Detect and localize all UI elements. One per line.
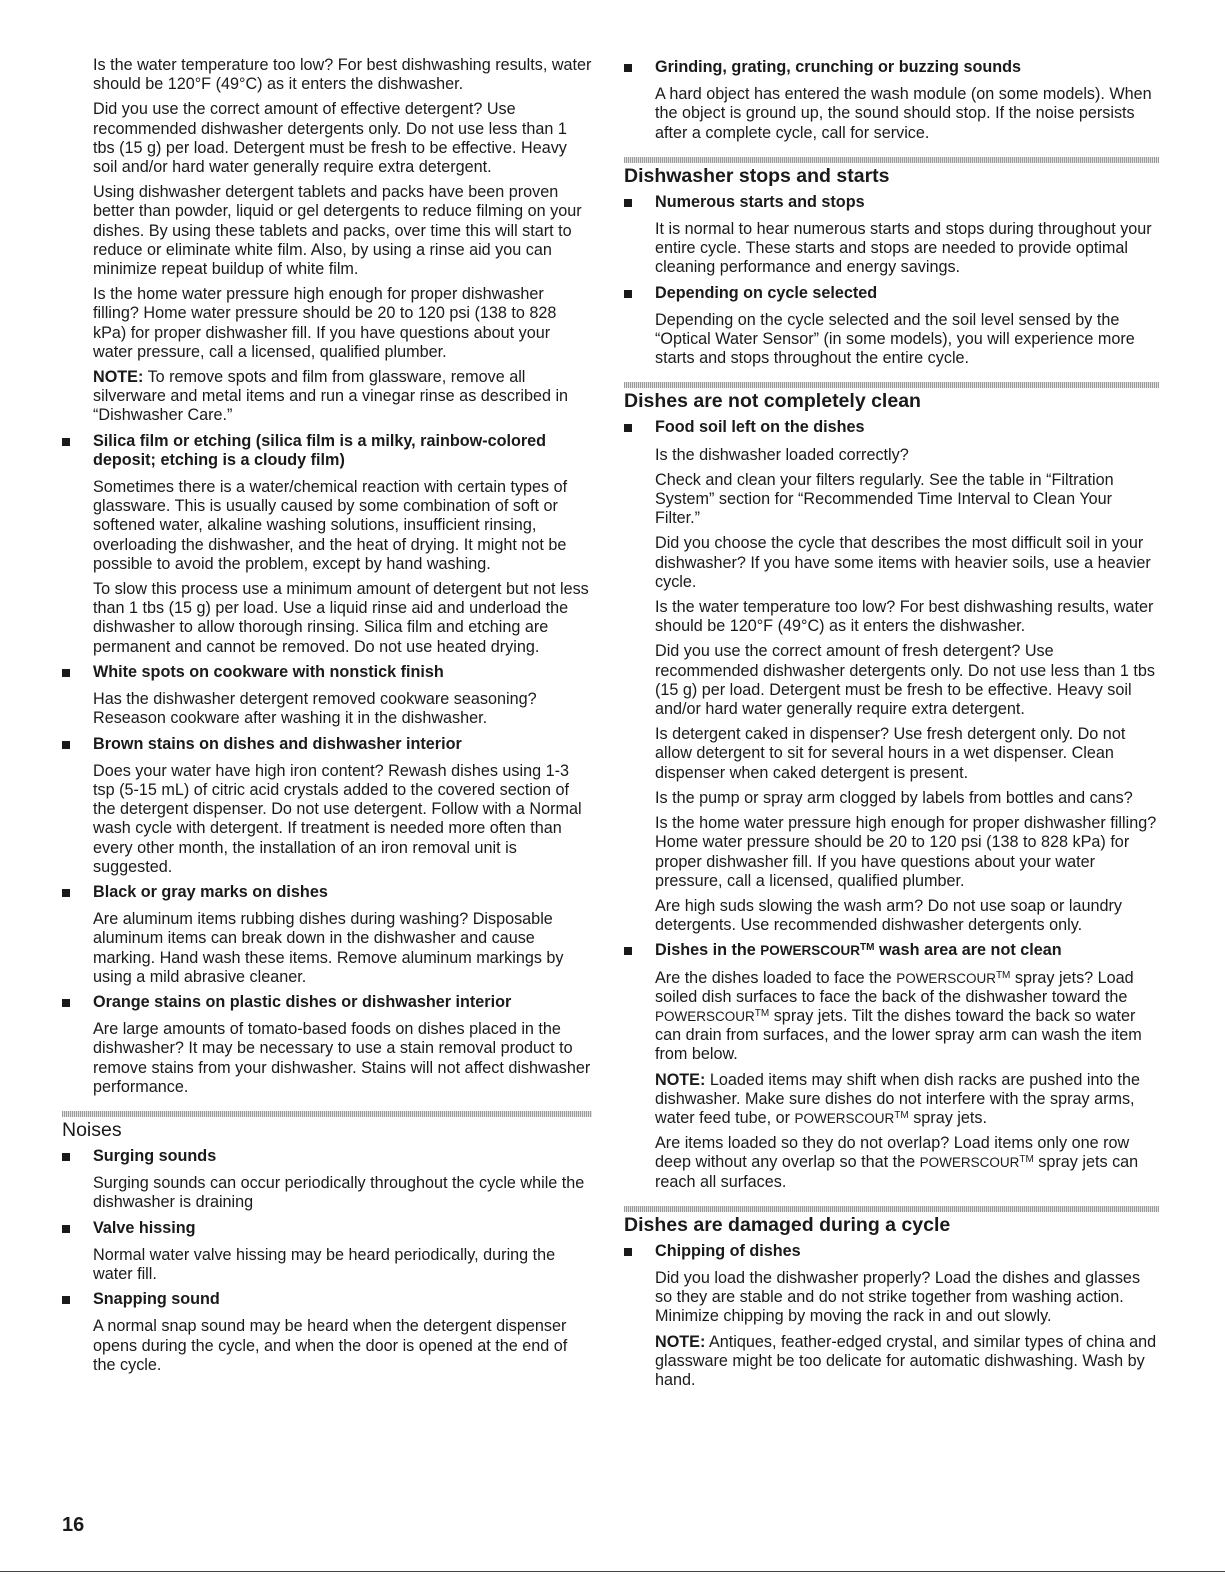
trademark-mark: TM — [754, 1007, 770, 1019]
paragraph: A hard object has entered the wash module (on some models). When the object is ground up, the sound should stop. If the noise persists after a complete cycle, call for service. — [655, 85, 1152, 142]
section-stops-starts — [624, 157, 1159, 187]
paragraph: Is the pump or spray arm clogged by labels from bottles and cans? — [655, 788, 1133, 807]
bullet-heading-text: Snapping sound — [93, 1290, 220, 1309]
bullet-square-icon — [624, 199, 632, 207]
text-part: spray jets. — [908, 1108, 987, 1127]
paragraph: Surging sounds can occur periodically throughout the cycle while the dishwasher is draining — [93, 1174, 585, 1212]
trademark-mark: TM — [894, 1109, 909, 1121]
paragraph: Check and clean your filters regularly. See the table in “Filtration System” section for “Recommended Time Interval to Clean Your Filter.” — [655, 470, 1114, 528]
text-part: Are items loaded so they do not overlap? Load items only one row deep without any overlap so that the — [655, 1134, 1130, 1172]
bullet-heading-text: Black or gray marks on dishes — [93, 882, 328, 901]
brand-name: POWERSCOUR — [919, 1155, 1020, 1171]
trademark-mark: TM — [1019, 1154, 1034, 1166]
note-paragraph — [655, 1071, 1159, 1129]
paragraph: Depending on the cycle selected and the soil level sensed by the “Optical Water Sensor” (in some models), you will experience more starts and stops throughout the entire cycle. — [655, 310, 1135, 368]
paragraph: It is normal to hear numerous starts and stops during throughout your entire cycle. These starts and stops are needed to provide optimal cleaning performance and energy savings. — [655, 220, 1152, 277]
bullet-square-icon — [62, 1296, 70, 1304]
text-part: Are the dishes loaded to face the — [655, 968, 897, 987]
bullet-heading — [655, 284, 1159, 303]
paragraph: Is the dishwasher loaded correctly? — [655, 445, 909, 464]
bullet-heading-text: Surging sounds — [93, 1146, 217, 1165]
paragraph: Are aluminum items rubbing dishes during washing? Disposable aluminum items can break down in the dishwasher and cause marking. Hand wash these items. Remove aluminum markings by using a mild abrasive cleaner. — [93, 910, 564, 986]
bullet-heading — [655, 941, 1159, 960]
bullet-heading-text: Chipping of dishes — [655, 1241, 801, 1260]
bullet-heading-text: Numerous starts and stops — [655, 192, 865, 211]
paragraph: Has the dishwasher detergent removed cookware seasoning? Reseason cookware after washing it in the dishwasher. — [93, 690, 537, 728]
bullet-heading-text — [655, 941, 1062, 959]
note-paragraph — [93, 368, 592, 426]
note-text: Antiques, feather-edged crystal, and similar types of china and glassware might be too delicate for automatic dishwashing. Wash by hand. — [655, 1332, 1157, 1389]
paragraph — [655, 1134, 1159, 1192]
bullet-square-icon — [62, 999, 70, 1007]
section-divider — [624, 1206, 1159, 1212]
paragraph: A normal snap sound may be heard when the detergent dispenser opens during the cycle, and when the door is opened at the end of the cycle. — [93, 1317, 568, 1374]
bullet-square-icon — [62, 741, 70, 749]
text-part: spray jets can reach all surfaces. — [655, 1153, 1139, 1191]
bottom-divider — [0, 1571, 1225, 1572]
section-divider — [62, 1111, 592, 1117]
section-title: Dishes are not completely clean — [624, 390, 921, 413]
section-divider — [624, 382, 1159, 388]
bullet-heading — [93, 1290, 592, 1309]
bullet-square-icon — [62, 889, 70, 897]
paragraph: Did you choose the cycle that describes the most difficult soil in your dishwasher? If you have some items with heavier soils, use a heavier cycle. — [655, 534, 1151, 591]
text-part: spray jets? Load soiled dish surfaces to face the back of the dishwasher toward the — [655, 968, 1134, 1006]
section-title: Dishes are damaged during a cycle — [624, 1213, 951, 1236]
paragraph: Is the home water pressure high enough for proper dishwasher filling? Home water pressure should be 20 to 120 psi (138 to 828 kPa) for proper dishwasher fill. If you have questions about your water pressure, call a licensed, qualified plumber. — [93, 285, 557, 361]
paragraph: Are large amounts of tomato-based foods on dishes placed in the dishwasher? It may be necessary to use a stain removal product to remove stains from your dishwasher. Stains will not affect dishwasher performance. — [93, 1020, 591, 1096]
trademark-mark: TM — [860, 942, 875, 954]
bullet-heading — [655, 1242, 1159, 1261]
note-label: NOTE: — [655, 1070, 706, 1089]
heading-part: Dishes in the — [655, 941, 761, 960]
bullet-square-icon — [624, 1248, 632, 1256]
trademark-mark: TM — [995, 969, 1011, 981]
text-part: spray jets. Tilt the dishes toward the back so water can drain from surfaces, and the lower spray arm can wash the item from below. — [655, 1006, 1142, 1064]
brand-name: POWERSCOUR — [794, 1110, 895, 1126]
page-number: 16 — [62, 1514, 85, 1536]
section-title: Dishwasher stops and starts — [624, 164, 890, 187]
bullet-square-icon — [624, 290, 632, 298]
paragraph: Using dishwasher detergent tablets and packs have been proven better than powder, liquid or gel detergents to reduce filming on your dishes. By using these tablets and packs, over time this will start to reduce or eliminate white film. Also, by using a rinse aid you can minimize repeat buildup of white film. — [93, 183, 582, 279]
bullet-heading-text: White spots on cookware with nonstick finish — [93, 662, 444, 681]
bullet-heading — [655, 193, 1159, 212]
bullet-square-icon — [62, 1153, 70, 1161]
bullet-heading — [93, 1147, 592, 1166]
paragraph: Is the water temperature too low? For best dishwashing results, water should be 120°F (49°C) as it enters the dishwasher. — [655, 598, 1154, 636]
bullet-heading — [93, 735, 592, 754]
bullet-heading — [93, 993, 592, 1012]
brand-name: POWERSCOUR — [896, 970, 996, 986]
bullet-heading — [93, 1219, 592, 1238]
paragraph: Is the home water pressure high enough for proper dishwasher filling? Home water pressure should be 20 to 120 psi (138 to 828 kPa) for proper dishwasher fill. If you have questions about your water pressure, call a licensed, qualified plumber. — [655, 814, 1157, 890]
paragraph: Did you load the dishwasher properly? Load the dishes and glasses so they are stable and do not strike together from washing action. Minimize chipping by moving the rack in and out slowly. — [655, 1268, 1141, 1326]
paragraph: Does your water have high iron content? Rewash dishes using 1-3 tsp (5-15 mL) of citric acid crystals added to the covered section of the detergent dispenser. Do not use detergent. Follow with a Normal wash cycle with detergent. If treatment is needed more often than every other month, the installation of an iron removal unit is suggested. — [93, 761, 582, 876]
bullet-heading-text: Valve hissing — [93, 1218, 196, 1237]
paragraph: Did you use the correct amount of fresh detergent? Use recommended dishwasher detergents only. Do not use less than 1 tbs (15 g) per load. Detergent must be fresh to be effective. Heavy soil and/or hard water generally require extra detergent. — [655, 642, 1155, 719]
paragraph — [655, 969, 1159, 1065]
bullet-heading-text: Depending on cycle selected — [655, 283, 878, 302]
bullet-heading — [655, 58, 1159, 77]
note-label: NOTE: — [655, 1332, 706, 1351]
text-part: Loaded items may shift when dish racks are pushed into the dishwasher. Make sure dishes do not interfere with the spray arms, water feed tube, or — [655, 1070, 1140, 1127]
brand-name: POWERSCOUR — [655, 1008, 755, 1024]
section-damaged — [624, 1206, 1159, 1236]
bullet-heading — [655, 418, 1159, 437]
bullet-square-icon — [62, 1225, 70, 1233]
paragraph: Sometimes there is a water/chemical reaction with certain types of glassware. This is usually caused by some combination of soft or softened water, alkaline washing solutions, insufficient rinsing, overloading the dishwasher, and the heat of drying. It might not be possible to avoid the problem, except by hand washing. — [93, 478, 568, 573]
paragraph: Is the water temperature too low? For best dishwashing results, water should be 120°F (49°C) as it enters the dishwasher. — [93, 56, 592, 94]
note-paragraph — [655, 1333, 1159, 1391]
right-column — [624, 56, 1159, 1396]
bullet-heading — [93, 883, 592, 902]
bullet-square-icon — [624, 947, 632, 955]
note-text: To remove spots and film from glassware, remove all silverware and metal items and run a vinegar rinse as described in “Dishwasher Care.” — [93, 368, 569, 425]
section-divider — [624, 157, 1159, 163]
bullet-square-icon — [62, 669, 70, 677]
bullet-square-icon — [624, 64, 632, 72]
paragraph: Did you use the correct amount of effective detergent? Use recommended dishwasher detergents only. Do not use less than 1 tbs (15 g) per load. Detergent must be fresh to be effective. Heavy soil and/or hard water generally require extra detergent. — [93, 100, 567, 177]
brand-name: POWERSCOUR — [760, 943, 861, 959]
bullet-square-icon — [62, 438, 70, 446]
bullet-heading-text: Orange stains on plastic dishes or dishwasher interior — [93, 992, 512, 1011]
bullet-heading-text: Silica film or etching (silica film is a milky, rainbow-colored deposit; etching is a cloudy film) — [93, 431, 547, 469]
note-label: NOTE: — [93, 368, 144, 387]
bullet-square-icon — [624, 424, 632, 432]
paragraph: Normal water valve hissing may be heard periodically, during the water fill. — [93, 1245, 556, 1283]
bullet-heading-text: Grinding, grating, crunching or buzzing sounds — [655, 58, 1021, 76]
section-not-clean — [624, 382, 1159, 412]
bullet-heading-text: Brown stains on dishes and dishwasher interior — [93, 734, 462, 753]
heading-part: wash area are not clean — [874, 941, 1062, 960]
left-column — [62, 56, 592, 1381]
bullet-heading — [93, 663, 592, 682]
bullet-heading-text: Food soil left on the dishes — [655, 418, 865, 437]
section-title: Noises — [62, 1118, 122, 1141]
section-noises — [62, 1111, 592, 1141]
paragraph: Is detergent caked in dispenser? Use fresh detergent only. Do not allow detergent to sit for several hours in a wet dispenser. Clean dispenser when caked detergent is present. — [655, 725, 1126, 782]
paragraph: Are high suds slowing the wash arm? Do not use soap or laundry detergents. Use recommended dishwasher detergents only. — [655, 896, 1122, 935]
bullet-heading — [93, 432, 592, 470]
paragraph: To slow this process use a minimum amount of detergent but not less than 1 tbs (15 g) per load. Use a liquid rinse aid and underload the dishwasher to allow thorough rinsing. Silica film and etching are permanent and cannot be removed. Do not use heated drying. — [93, 580, 589, 656]
